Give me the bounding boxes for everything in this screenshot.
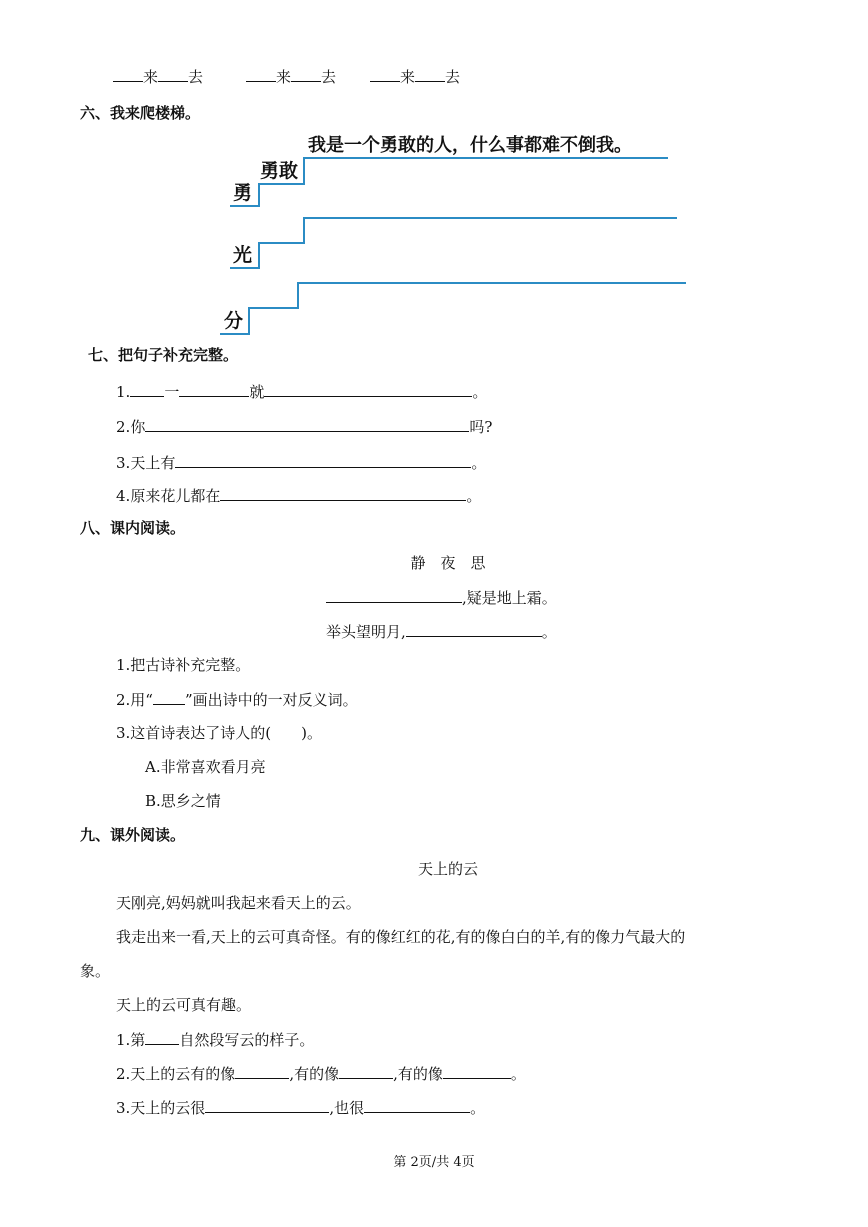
top-fill-row (370, 69, 460, 85)
q-end: 吗? (469, 418, 493, 436)
q-text: ,也很 (329, 1099, 365, 1117)
q-text: 自然段写云的样子。 (179, 1031, 315, 1049)
s9-question-2 (116, 1066, 526, 1082)
q-text: 2.用“ (116, 691, 153, 709)
q-text: 2.天上的云有的像 (116, 1065, 236, 1083)
q-text: ,有的像 (289, 1065, 340, 1083)
blank[interactable] (175, 455, 471, 468)
q-end: 。 (466, 487, 482, 505)
story-paragraph-2-line-1: 我走出来一看,天上的云可真奇怪。有的像红红的花,有的像白白的羊,有的像力气最大的 (116, 928, 686, 946)
blank[interactable] (364, 1100, 470, 1113)
blank[interactable] (158, 69, 188, 82)
blank[interactable] (113, 69, 143, 82)
option-a[interactable]: A.非常喜欢看月亮 (145, 758, 266, 776)
q-text: 就 (249, 383, 265, 401)
blank[interactable] (326, 590, 462, 603)
page-footer: 第 2页/共 4页 (393, 1155, 475, 1170)
blank[interactable] (179, 384, 249, 397)
blank[interactable] (264, 384, 472, 397)
ladder2-start-char: 光 (233, 244, 253, 266)
s8-question-1: 1.把古诗补充完整。 (116, 656, 251, 674)
blank[interactable] (370, 69, 400, 82)
ladder3-line (297, 282, 686, 284)
ladder3-line (248, 307, 298, 309)
section-7-title: 七、把句子补充完整。 (88, 346, 239, 364)
q-text: 天上有 (130, 454, 176, 472)
ladder3-line (220, 333, 250, 335)
s7-question-1 (116, 384, 487, 400)
blank[interactable] (246, 69, 276, 82)
blank[interactable] (406, 624, 542, 637)
q-text: 3.天上的云很 (116, 1099, 206, 1117)
blank[interactable] (291, 69, 321, 82)
ladder3-line (248, 307, 250, 335)
poem-line-2 (326, 624, 557, 640)
s8-question-2 (116, 692, 358, 708)
section-6-title: 六、我来爬楼梯。 (80, 104, 201, 122)
q-text: ,有的像 (393, 1065, 443, 1083)
option-b[interactable]: B.思乡之情 (145, 792, 221, 810)
q-text: 一 (164, 383, 180, 401)
q-text: 。 (470, 1099, 486, 1117)
ladder1-line (230, 205, 260, 207)
lai-char: 来 (400, 68, 416, 86)
s8-question-3: 3.这首诗表达了诗人的( )。 (116, 724, 323, 742)
story-title: 天上的云 (417, 860, 478, 878)
qu-char: 去 (321, 68, 337, 86)
blank[interactable] (153, 692, 185, 705)
blank[interactable] (220, 488, 466, 501)
ladder1-start-char: 勇 (233, 182, 253, 204)
blank[interactable] (145, 419, 469, 432)
top-fill-row (246, 69, 336, 85)
s7-question-4 (116, 488, 481, 504)
ladder3-line (297, 282, 299, 309)
q-num: 2. (116, 418, 131, 436)
ladder2-line (230, 267, 260, 269)
ladder1-sentence: 我是一个勇敢的人，什么事都难不倒我。 (308, 135, 632, 156)
q-num: 4. (116, 487, 131, 505)
q-text: 原来花儿都在 (130, 487, 221, 505)
blank[interactable] (145, 1032, 179, 1045)
s7-question-2 (116, 419, 492, 435)
section-8-title: 八、课内阅读。 (80, 519, 186, 537)
qu-char: 去 (188, 68, 204, 86)
lai-char: 来 (143, 68, 159, 86)
poem-text: ,疑是地上霜。 (462, 589, 557, 607)
ladder1-line (303, 157, 668, 159)
ladder1-line (258, 183, 304, 185)
ladder2-line (303, 217, 305, 244)
blank[interactable] (443, 1066, 511, 1079)
q-end: 。 (472, 383, 488, 401)
blank[interactable] (339, 1066, 393, 1079)
q-text: 你 (130, 418, 146, 436)
top-fill-row (113, 69, 203, 85)
q-num: 3. (116, 454, 131, 472)
q-text: 1.第 (116, 1031, 146, 1049)
story-paragraph-1: 天刚亮,妈妈就叫我起来看天上的云。 (116, 894, 361, 912)
poem-line-1 (326, 590, 557, 606)
ladder2-line (303, 217, 677, 219)
ladder1-line (303, 157, 305, 185)
story-paragraph-3: 天上的云可真有趣。 (116, 996, 252, 1014)
blank[interactable] (235, 1066, 289, 1079)
blank[interactable] (415, 69, 445, 82)
ladder2-line (258, 242, 304, 244)
blank[interactable] (205, 1100, 329, 1113)
ladder1-line (258, 183, 260, 207)
poem-title: 静 夜 思 (410, 554, 486, 572)
q-text: ”画出诗中的一对反义词。 (184, 691, 358, 709)
ladder1-step2-word: 勇敢 (260, 160, 299, 182)
q-num: 1. (116, 383, 131, 401)
lai-char: 来 (276, 68, 292, 86)
ladder2-line (258, 242, 260, 269)
story-paragraph-2-line-2: 象。 (80, 962, 111, 980)
s7-question-3 (116, 455, 486, 471)
section-9-title: 九、课外阅读。 (80, 826, 186, 844)
s9-question-3 (116, 1100, 485, 1116)
q-end: 。 (471, 454, 487, 472)
s9-question-1 (116, 1032, 314, 1048)
poem-text: 。 (541, 623, 557, 641)
qu-char: 去 (445, 68, 461, 86)
q-text: 。 (510, 1065, 526, 1083)
blank[interactable] (130, 384, 164, 397)
ladder3-start-char: 分 (224, 310, 244, 332)
poem-text: 举头望明月, (326, 623, 406, 641)
